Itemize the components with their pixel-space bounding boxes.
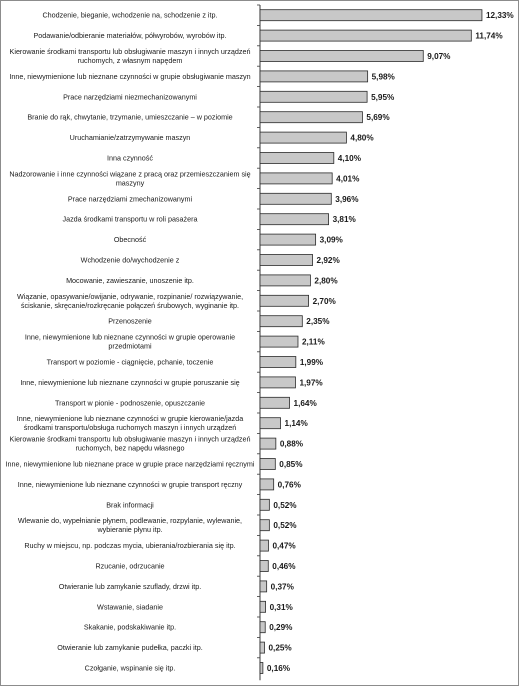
bar-16 xyxy=(260,316,302,327)
bar-1 xyxy=(260,10,482,21)
category-label-9: Nadzorowanie i inne czynności wiązane z pracą oraz przemieszczaniem się maszyny xyxy=(9,169,251,188)
bar-31 xyxy=(260,622,265,633)
category-label-4: Inne, niewymienione lub nieznane czynności w grupie obsługiwanie maszyn xyxy=(9,71,251,81)
bar-20 xyxy=(260,397,290,408)
category-label-32: Otwieranie lub zamykanie pudełka, paczki itp. xyxy=(57,643,203,653)
value-label-2: 11,74% xyxy=(475,31,503,41)
bar-28 xyxy=(260,561,268,572)
category-label-12: Obecność xyxy=(113,235,147,245)
category-label-19: Inne, niewymienione lub nieznane czynności w grupie poruszanie się xyxy=(20,377,240,387)
category-label-21: Inne, niewymienione lub nieznane czynności w grupie kierowanie/jazda środkami transportu/obsługa ruchomych maszyn i innych urządzeń xyxy=(16,414,244,433)
bar-4 xyxy=(260,71,368,82)
value-label-28: 0,46% xyxy=(272,562,296,571)
value-label-20: 1,64% xyxy=(293,398,317,408)
category-label-25: Brak informacji xyxy=(106,500,154,510)
category-label-29: Otwieranie lub zamykanie szuflady, drzwi itp. xyxy=(58,581,202,591)
category-label-5: Prace narzędziami niezmechanizowanymi xyxy=(63,92,197,102)
value-label-4: 5,98% xyxy=(371,72,395,82)
category-label-2: Podawanie/odbieranie materiałów, półwyrobów, wyrobów itp. xyxy=(33,31,227,41)
category-labels xyxy=(6,11,255,673)
bar-17 xyxy=(260,336,298,347)
bar-22 xyxy=(260,438,276,449)
value-label-13: 2,92% xyxy=(316,256,340,265)
category-label-27: Ruchy w miejscu, np. podczas mycia, ubierania/rozbierania się itp. xyxy=(24,541,236,551)
category-label-33: Czołganie, wspinanie się itp. xyxy=(84,663,176,673)
bar-25 xyxy=(260,499,269,510)
bar-13 xyxy=(260,255,313,266)
bar-5 xyxy=(260,91,367,102)
value-labels xyxy=(267,11,515,673)
bar-14 xyxy=(260,275,310,286)
value-label-1: 12,33% xyxy=(485,11,514,21)
category-label-14: Mocowanie, zawieszanie, unoszenie itp. xyxy=(66,275,194,285)
category-label-30: Wstawanie, siadanie xyxy=(97,602,163,612)
category-label-3: Kierowanie środkami transportu lub obsługiwanie maszyn i innych urządzeń ruchomych, z własnym napędem xyxy=(9,47,251,65)
bar-30 xyxy=(260,601,266,612)
bar-chart xyxy=(1,1,518,685)
bar-10 xyxy=(260,193,331,204)
value-label-29: 0,37% xyxy=(270,582,294,592)
category-label-31: Skakanie, podskakiwanie itp. xyxy=(83,622,177,632)
bar-18 xyxy=(260,357,296,368)
category-label-28: Rzucanie, odrzucanie xyxy=(95,561,165,571)
value-label-11: 3,81% xyxy=(332,215,356,225)
value-label-31: 0,29% xyxy=(269,623,293,633)
category-label-24: Inne, niewymienione lub nieznane czynności w grupie transport ręczny xyxy=(17,479,243,489)
category-label-13: Wchodzenie do/wychodzenie z xyxy=(80,255,180,265)
axis xyxy=(257,5,260,680)
bar-12 xyxy=(260,234,316,245)
bar-3 xyxy=(260,51,423,62)
value-label-12: 3,09% xyxy=(319,235,343,245)
category-label-20: Transport w pionie - podnoszenie, opuszczanie xyxy=(55,398,205,408)
category-label-7: Uruchamianie/zatrzymywanie maszyn xyxy=(69,133,191,143)
category-label-1: Chodzenie, bieganie, wchodzenie na, schodzenie z itp. xyxy=(42,10,218,20)
bar-24 xyxy=(260,479,274,490)
bar-7 xyxy=(260,132,346,143)
value-label-14: 2,80% xyxy=(314,276,338,286)
value-label-7: 4,80% xyxy=(350,133,374,143)
bar-27 xyxy=(260,540,268,551)
category-label-23: Inne, niewymienione lub nieznane prace w grupie prace narzędziami ręcznymi xyxy=(5,459,255,469)
value-label-25: 0,52% xyxy=(273,500,297,510)
category-label-11: Jazda środkami transportu w roli pasażera xyxy=(62,214,198,224)
category-label-26: Wlewanie do, wypełnianie płynem, podlewanie, rozpylanie, wylewanie, wybieranie płynu itp. xyxy=(17,516,243,535)
value-label-24: 0,76% xyxy=(277,480,301,490)
value-label-19: 1,97% xyxy=(299,378,323,388)
value-label-22: 0,88% xyxy=(279,439,304,449)
value-label-5: 5,95% xyxy=(371,92,395,102)
value-label-8: 4,10% xyxy=(337,154,362,163)
value-label-27: 0,47% xyxy=(272,541,296,551)
bar-11 xyxy=(260,214,329,225)
value-label-16: 2,35% xyxy=(306,317,330,327)
category-label-17: Inne, niewymienione lub nieznane czynności w grupie operowanie przedmiotami xyxy=(24,332,236,351)
value-label-23: 0,85% xyxy=(279,460,303,469)
value-label-17: 2,11% xyxy=(301,337,325,347)
bar-23 xyxy=(260,459,275,470)
value-label-26: 0,52% xyxy=(273,521,297,531)
value-label-10: 3,96% xyxy=(335,194,359,204)
bar-32 xyxy=(260,642,265,653)
bar-19 xyxy=(260,377,295,388)
bars xyxy=(260,10,482,674)
bar-29 xyxy=(260,581,267,592)
value-label-30: 0,31% xyxy=(269,602,293,612)
value-label-3: 9,07% xyxy=(427,52,451,61)
value-label-18: 1,99% xyxy=(299,358,324,367)
category-label-22: Kierowanie środkami transportu lub obsługiwanie maszyn i innych urządzeń ruchomych, bez napędu własnego xyxy=(9,434,251,453)
bar-6 xyxy=(260,112,362,123)
category-label-16: Przenoszenie xyxy=(108,316,152,326)
value-label-33: 0,16% xyxy=(266,664,291,673)
value-label-6: 5,69% xyxy=(366,113,390,123)
category-label-6: Branie do rąk, chwytanie, trzymanie, umieszczanie – w poziomie xyxy=(27,112,233,122)
bar-33 xyxy=(260,663,263,674)
bar-8 xyxy=(260,153,334,164)
value-label-15: 2,70% xyxy=(312,296,336,306)
bar-15 xyxy=(260,295,309,306)
category-label-10: Prace narzędziami zmechanizowanymi xyxy=(67,194,193,204)
category-label-18: Transport w poziomie - ciągnięcie, pchanie, toczenie xyxy=(46,357,214,367)
bar-2 xyxy=(260,30,471,41)
category-label-15: Wiązanie, opasywanie/owijanie, odrywanie, rozpinanie/ rozwiązywanie, ściskanie, skręcanie/rozkręcanie połączeń śrubowych, wyginanie itp. xyxy=(16,291,244,310)
category-label-8: Inna czynność xyxy=(107,153,153,163)
value-label-21: 1,14% xyxy=(284,419,308,429)
bar-21 xyxy=(260,418,281,429)
value-label-9: 4,01% xyxy=(336,174,360,184)
value-label-32: 0,25% xyxy=(268,643,292,653)
bar-26 xyxy=(260,520,269,531)
bar-9 xyxy=(260,173,332,184)
